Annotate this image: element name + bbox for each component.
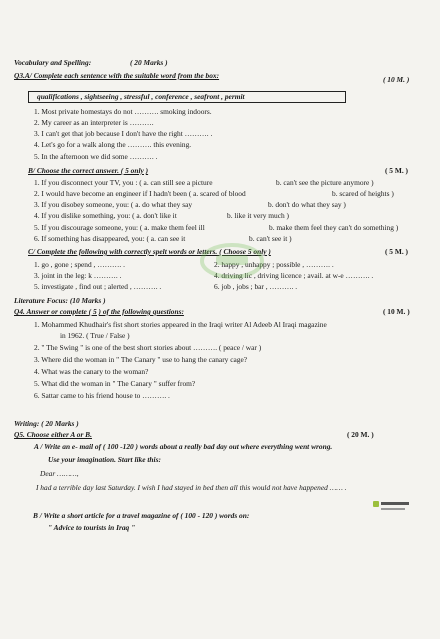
- q3c-title: C/ Complete the following with correctly spelt words or letters. ( Choose 5 only ): [28, 247, 271, 256]
- watermark-logo: [196, 238, 268, 284]
- q4-title: Q4. Answer or complete ( 5 ) of the following questions:: [14, 307, 184, 316]
- section-heading-writing: Writing: ( 20 Marks ): [14, 419, 79, 428]
- q3b-item-5-left: 5. If you discourage someone, you: ( a. make them feel ill: [34, 223, 205, 232]
- q3c-item-5: 5. investigate , find out ; alerted , ………. .: [34, 282, 162, 291]
- q4-item-3: 3. Where did the woman in " The Canary " use to hang the canary cage?: [34, 355, 248, 364]
- q3c-item-3: 3. joint in the leg: k ………. .: [34, 271, 122, 280]
- q3a-item-5: 5. In the afternoon we did some ………. .: [34, 152, 158, 161]
- q3c-item-2: 2. happy , unhappy ; possible , ………. .: [214, 260, 334, 269]
- q4-item-1: 1. Mohammed Khudhair's fist short stories appeared in the Iraqi writer Al Adeeb Al Iraqi magazine: [34, 320, 327, 329]
- q3b-marks: ( 5 M. ): [385, 166, 408, 175]
- q5-marks: ( 20 M. ): [347, 430, 374, 439]
- q5b-topic: " Advice to tourists in Iraq ": [48, 523, 136, 532]
- q5b-prompt: B / Write a short article for a travel magazine of ( 100 - 120 ) words on:: [33, 511, 250, 520]
- q5a-prompt: A / Write an e- mail of ( 100 -120 ) words about a really bad day out where everything went wrong.: [34, 442, 333, 451]
- q3a-item-4: 4. Let's go for a walk along the ………. this evening.: [34, 140, 192, 149]
- q3b-item-2-right: b. scared of heights ): [332, 189, 394, 198]
- q4-item-2: 2. " The Swing " is one of the best short stories about ………. ( peace / war ): [34, 343, 262, 352]
- q3b-item-3-right: b. don't do what they say ): [268, 200, 346, 209]
- q3b-item-6-left: 6. If something has disappeared, you: ( a. can see it: [34, 234, 186, 243]
- section-heading-vocabulary: Vocabulary and Spelling:: [14, 58, 92, 67]
- q3b-item-1-left: 1. If you disconnect your TV, you : ( a. can still see a picture: [34, 178, 213, 187]
- word-box: qualifications , sightseeing , stressful , conference , seafront , permit: [28, 91, 346, 103]
- q3b-item-6-right: b. can't see it ): [249, 234, 292, 243]
- q3c-item-1: 1. go , gone ; spend , ………. .: [34, 260, 125, 269]
- q3b-title: B/ Choose the correct answer. ( 5 only ): [28, 166, 149, 175]
- q5a-starter: I had a terrible day last Saturday. I wish I had stayed in bed then all this would not have happened …… .: [36, 483, 347, 492]
- q3a-item-3: 3. I can't get that job because I don't have the right ………. .: [34, 129, 213, 138]
- q3b-item-3-left: 3. If you disobey someone, you: ( a. do what they say: [34, 200, 193, 209]
- q3b-item-4-left: 4. If you dislike something, you: ( a. don't like it: [34, 211, 177, 220]
- q5-title: Q5. Choose either A or B.: [14, 430, 92, 439]
- q3c-item-4: 4. driving lic , driving licence ; avail. at w-e ………. .: [214, 271, 374, 280]
- q4-item-6: 6. Sattar came to his friend house to ………. .: [34, 391, 170, 400]
- q4-item-4: 4. What was the canary to the woman?: [34, 367, 149, 376]
- q3c-item-6: 6. job , jobs ; bar , ………. .: [214, 282, 298, 291]
- q3b-item-2-left: 2. I would have become an engineer if I hadn't been ( a. scared of blood: [34, 189, 246, 198]
- q3a-item-2: 2. My career as an interpreter is ……….: [34, 118, 154, 127]
- site-logo: [372, 499, 412, 515]
- section-marks-vocabulary: ( 20 Marks ): [130, 58, 168, 67]
- q3b-item-5-right: b. make them feel they can't do something ): [269, 223, 399, 232]
- q5a-prompt-cont: Use your imagination. Start like this:: [48, 455, 161, 464]
- q3a-title: Q3.A/ Complete each sentence with the suitable word from the box:: [14, 71, 220, 80]
- section-heading-literature: Literature Focus: (10 Marks ): [14, 296, 106, 305]
- q4-item-1-cont: in 1962. ( True / False ): [60, 331, 130, 340]
- q3b-item-1-right: b. can't see the picture anymore ): [276, 178, 374, 187]
- q5a-dear: Dear ………,: [40, 469, 79, 478]
- q3b-item-4-right: b. like it very much ): [227, 211, 289, 220]
- q4-marks: ( 10 M. ): [383, 307, 410, 316]
- q3c-marks: ( 5 M. ): [385, 247, 408, 256]
- q4-item-5: 5. What did the woman in " The Canary " suffer from?: [34, 379, 196, 388]
- q3a-marks: ( 10 M. ): [383, 75, 410, 84]
- q3a-item-1: 1. Most private homestays do not ………. smoking indoors.: [34, 107, 212, 116]
